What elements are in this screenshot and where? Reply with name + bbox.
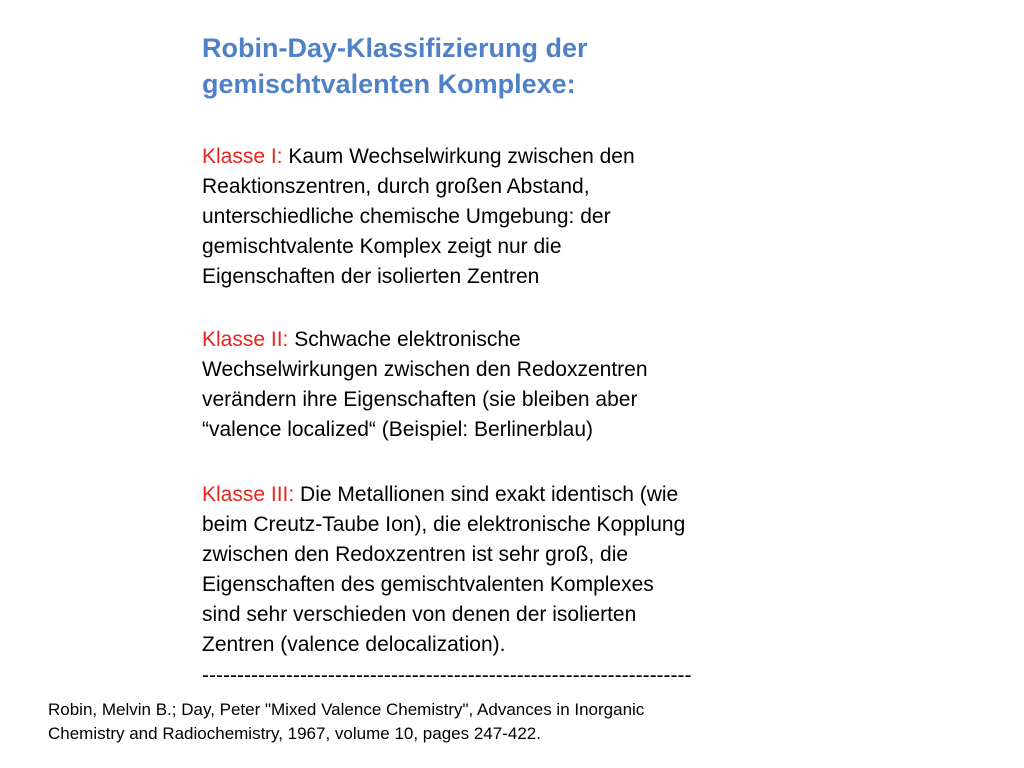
separator-line: ----------------------------------------------------------------------	[202, 664, 692, 687]
class-ii-text-line: “valence localized“ (Beispiel: Berlinerblau)	[202, 418, 594, 441]
class-iii-text-line: Die Metallionen sind exakt identisch (wie	[300, 483, 679, 506]
slide-title	[202, 30, 802, 102]
class-i-text-line: gemischtvalente Komplex zeigt nur die	[202, 235, 562, 258]
class-iii-text-line: Zentren (valence delocalization).	[202, 633, 506, 656]
class-i-text-line: Eigenschaften der isolierten Zentren	[202, 265, 540, 288]
reference-line-2: Chemistry and Radiochemistry, 1967, volume 10, pages 247-422.	[48, 724, 541, 743]
class-ii-text-line: Schwache elektronische	[294, 328, 521, 351]
class-ii-label: Klasse II:	[202, 328, 289, 351]
class-ii-text-line: Wechselwirkungen zwischen den Redoxzentren	[202, 358, 648, 381]
class-ii-paragraph	[202, 325, 822, 445]
class-iii-paragraph	[202, 480, 822, 660]
class-iii-label: Klasse III:	[202, 483, 295, 506]
class-iii-text-line: zwischen den Redoxzentren ist sehr groß, die	[202, 543, 629, 566]
title-line-1: Robin-Day-Klassifizierung der	[202, 33, 588, 63]
class-iii-text-line: sind sehr verschieden von denen der isolierten	[202, 603, 637, 626]
class-i-text-line: unterschiedliche chemische Umgebung: der	[202, 205, 611, 228]
class-i-text-line: Kaum Wechselwirkung zwischen den	[288, 145, 635, 168]
class-i-label: Klasse I:	[202, 145, 283, 168]
class-iii-text-line: Eigenschaften des gemischtvalenten Komplexes	[202, 573, 654, 596]
class-i-text-line: Reaktionszentren, durch großen Abstand,	[202, 175, 590, 198]
class-i-paragraph	[202, 142, 822, 292]
title-line-2: gemischtvalenten Komplexe:	[202, 69, 576, 99]
class-ii-text-line: verändern ihre Eigenschaften (sie bleiben aber	[202, 388, 638, 411]
class-iii-text-line: beim Creutz-Taube Ion), die elektronische Kopplung	[202, 513, 686, 536]
reference-line-1: Robin, Melvin B.; Day, Peter "Mixed Valence Chemistry", Advances in Inorganic	[48, 700, 645, 719]
reference-citation	[48, 698, 788, 746]
